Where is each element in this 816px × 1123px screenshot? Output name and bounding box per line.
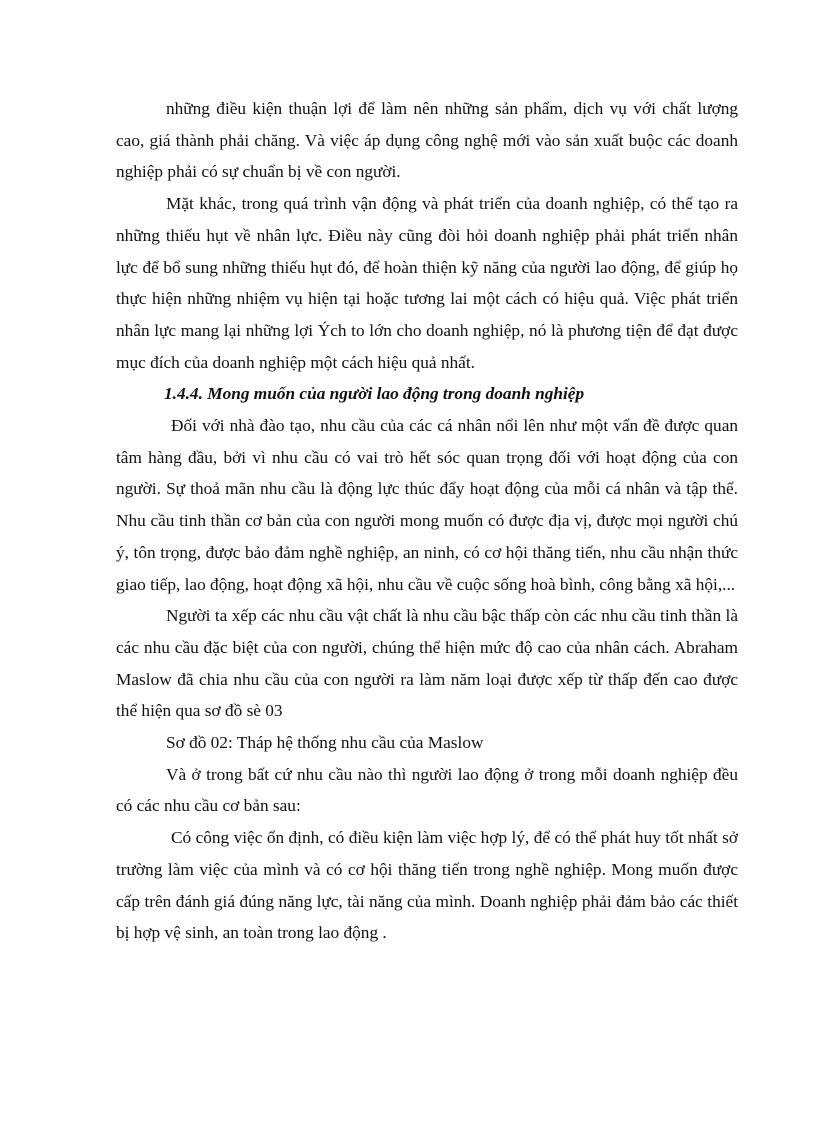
paragraph-basic-needs-intro: Và ở trong bất cứ nhu cầu nào thì người lao động ở trong mỗi doanh nghiệp đều có các nhu cầu cơ bản sau: [116, 764, 738, 816]
document-body [116, 93, 738, 949]
paragraph-continuation: những điều kiện thuận lợi để làm nên những sản phẩm, dịch vụ với chất lượng cao, giá thành phải chăng. Và việc áp dụng công nghệ mới vào sản xuất buộc các doanh nghiệp phải có sự chuẩn bị về con người. [116, 99, 738, 182]
paragraph-trainer-needs: Đối với nhà đào tạo, nhu cầu của các cá nhân nổi lên như một vấn đề được quan tâm hàng đầu, bởi vì nhu cầu có vai trò hết sóc quan trọng đối với hoạt động của con người. Sự thoả mãn nhu cầu là động lực thúc đẩy hoạt động của mỗi cá nhân và tập thể. Nhu cầu tinh thần cơ bản của con người mong muốn có được địa vị, được mọi người chú ý, tôn trọng, được bảo đảm nghề nghiệp, an ninh, có cơ hội thăng tiến, nhu cầu nhận thức giao tiếp, lao động, hoạt động xã hội, nhu cầu về cuộc sống hoà bình, công bằng xã hội,... [116, 416, 738, 594]
figure-caption: Sơ đồ 02: Tháp hệ thống nhu cầu của Maslow [166, 733, 484, 753]
paragraph-workforce-gaps: Mặt khác, trong quá trình vận động và phát triển của doanh nghiệp, có thể tạo ra những thiếu hụt về nhân lực. Điều này cũng đòi hỏi doanh nghiệp phải phát triển nhân lực để bổ sung những thiếu hụt đó, để hoàn thiện kỹ năng của người lao động, để giúp họ thực hiện những nhiệm vụ hiện tại hoặc tương lai một cách có hiệu quả. Việc phát triển nhân lực mang lại những lợi Ých to lớn cho doanh nghiệp, nó là phương tiện để đạt được mục đích của doanh nghiệp một cách hiệu quả nhất. [116, 194, 738, 372]
paragraph-maslow: Người ta xếp các nhu cầu vật chất là nhu cầu bậc thấp còn các nhu cầu tinh thần là các nhu cầu đặc biệt của con người, chúng thể hiện mức độ cao của nhân cách. Abraham Maslow đã chia nhu cầu của con người ra làm năm loại được xếp từ thấp đến cao được thể hiện qua sơ đồ sè 03 [116, 606, 738, 721]
section-heading: 1.4.4. Mong muốn của người lao động trong doanh nghiệp [164, 384, 585, 404]
paragraph-basic-needs: Có công việc ổn định, có điều kiện làm việc hợp lý, để có thể phát huy tốt nhất sở trường làm việc của mình và có cơ hội thăng tiến trong nghề nghiệp. Mong muốn được cấp trên đánh giá đúng năng lực, tài năng của mình. Doanh nghiệp phải đảm bảo các thiết bị hợp vệ sinh, an toàn trong lao động . [116, 828, 738, 943]
